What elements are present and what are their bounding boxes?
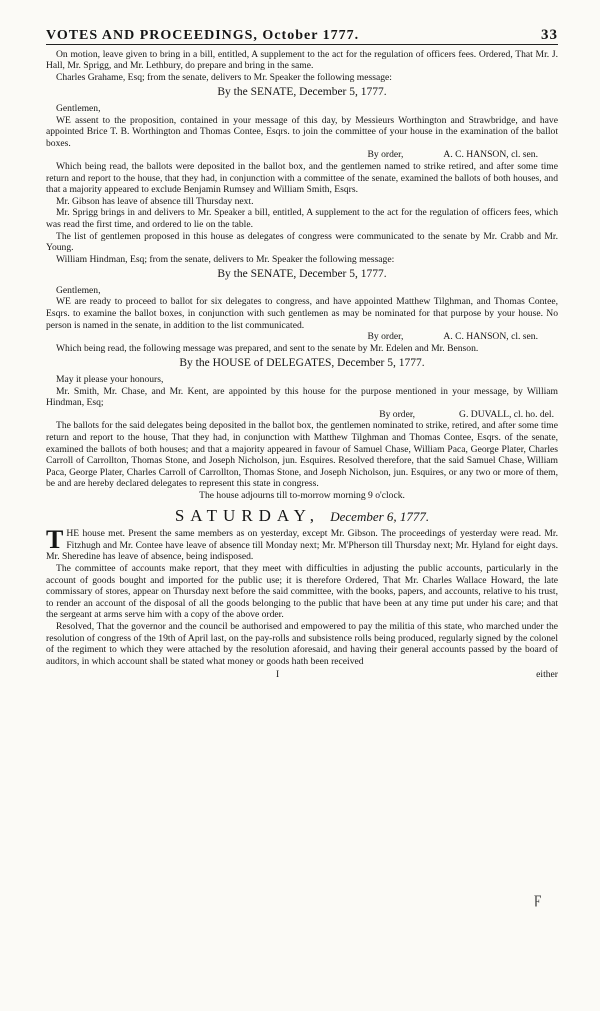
signature-by: By order, — [367, 149, 404, 161]
signature-mark: I — [276, 669, 280, 681]
paragraph: Which being read, the following message was prepared, and sent to the senate by Mr. Edelen and Mr. Benson. — [56, 342, 479, 354]
paragraph: Mr. Sprigg brings in and delivers to Mr. Speaker a bill, entitled, A supplement to the act for the regulation of officers fees, which was read the first time, and ordered to lie on the table. — [46, 207, 558, 230]
drop-cap: T — [46, 525, 64, 555]
paragraph: Mr. Gibson has leave of absence till Thursday next. — [56, 195, 254, 207]
paragraph-with-dropcap — [46, 525, 558, 563]
message-body: WE are ready to proceed to ballot for six delegates to congress, and have appointed Matthew Tilghman, and Thomas Contee, Esqrs. to examine the ballot boxes, in conjunction with such gentlemen as may be nominated for that purpose by your house. No person is named in the senate, in addition to the list communicated. — [46, 296, 558, 331]
paragraph-text: HE house met. Present the same members as on yesterday, except Mr. Gibson. The proceedings of yesterday were read. Mr. Fitzhugh and Mr. Contee have leave of absence till Monday next; Mr. M'Pherson till Thursday next; Mr. Hyland for eight days. Mr. Sheredine has leave of absence, being indisposed. — [46, 528, 558, 563]
house-message-heading: By the HOUSE of DELEGATES, December 5, 1777. — [179, 357, 425, 370]
day-date: December 6, 1777. — [330, 508, 430, 524]
document-page — [46, 27, 558, 681]
paragraph: The list of gentlemen proposed in this house as delegates of congress were communicated to the senate by Mr. Crabb and Mr. Young. — [46, 230, 558, 254]
day-label: SATURDAY, — [174, 505, 320, 525]
senate-message-heading: By the SENATE, December 5, 1777. — [217, 268, 387, 281]
signature-by: By order, — [379, 408, 416, 420]
signature-line — [46, 149, 558, 161]
paragraph: Charles Grahame, Esq; from the senate, delivers to Mr. Speaker the following message: — [56, 71, 392, 83]
salutation: Gentlemen, — [56, 102, 101, 114]
signature-name: A. C. HANSON, cl. sen. — [443, 149, 538, 161]
signature-name: A. C. HANSON, cl. sen. — [443, 331, 538, 343]
salutation: May it please your honours, — [56, 374, 164, 386]
paragraph: Resolved, That the governor and the council be authorised and empowered to pay the militia of this state, who marched under the resolution of congress of the 19th of April last, on the pay-rolls and subsistence rolls being produced, regularly signed by the colonel of the regiment to which they were attached by the resolution aforesaid, and having their general accounts passed by the board of auditors, in which account shall be stated what money or goods hath been received — [46, 620, 558, 667]
salutation: Gentlemen, — [56, 284, 101, 296]
paragraph: The committee of accounts make report, that they meet with difficulties in adjusting the public accounts, particularly in the account of goods bought and imported for the public use; it is therefore Ordered, That Mr. Charles Wallace Howard, the late commissary of stores, appear on Thursday next before the said committee, with the books, papers, and accounts, relative to his trust, to render an account of the disposal of all the goods belonging to the public that have been at any time put under his care; and that the sergeant at arms serve him with a copy of the above order. — [46, 562, 558, 621]
signature-name: G. DUVALL, cl. ho. del. — [459, 408, 554, 420]
page-number: 33 — [541, 27, 558, 43]
signature-by: By order, — [367, 331, 404, 343]
header-rule — [46, 44, 558, 45]
senate-message-heading: By the SENATE, December 5, 1777. — [217, 86, 387, 99]
signature-line — [46, 331, 558, 343]
paragraph: Which being read, the ballots were deposited in the ballot box, and the gentlemen named to strike retired, and after some time return and report to the house, that they had, in conjunction with a committee of the senate, examined the ballots of both houses, and that a majority appeared to exclude Benjamin Rumsey and William Smith, Esqrs. — [46, 160, 558, 196]
paragraph: On motion, leave given to bring in a bill, entitled, A supplement to the act for the regulation of officers fees. Ordered, That Mr. J. Hall, Mr. Sprigg, and Mr. Lethbury, do prepare and bring in the same. — [46, 48, 558, 72]
message-body: Mr. Smith, Mr. Chase, and Mr. Kent, are appointed by this house for the purpose mentioned in your message, by William Hindman, Esq; — [46, 385, 558, 409]
ink-blot-mark: ϝ — [534, 890, 542, 907]
saturday-heading — [46, 505, 558, 525]
running-header — [46, 27, 558, 43]
message-body: WE assent to the proposition, contained in your message of this day, by Messieurs Worthington and Strawbridge, and have appointed Brice T. B. Worthington and Thomas Contee, Esqrs. to join the committee of your house in the examination of the ballot boxes. — [46, 114, 558, 149]
adjournment-line: The house adjourns till to-morrow morning 9 o'clock. — [199, 489, 405, 501]
paragraph: William Hindman, Esq; from the senate, delivers to Mr. Speaker the following message: — [56, 253, 395, 265]
catchword: either — [536, 669, 558, 681]
signature-line — [46, 409, 558, 421]
page-footer — [46, 669, 558, 681]
paragraph: The ballots for the said delegates being deposited in the ballot box, the gentlemen nominated to strike, retired, and after some time return and report to the house, That they had, in conjunction with Matthew Tilghman and Thomas Contee, Esqrs. of the senate, examined the ballots of both houses; and that a majority appeared in favour of Samuel Chase, William Paca, George Plater, Charles Carroll of Carrollton, Thomas Stone, and Joseph Nicholson, jun. Esquires. Resolved therefore, that the said Samuel Chase, William Paca, George Plater, Charles Carroll of Carrollton, Thomas Stone, and Joseph Nicholson, jun. Esquires, or any two or more of them, be and are hereby declared delegates to represent this state in congress. — [46, 420, 558, 490]
page-title: VOTES AND PROCEEDINGS, October 1777. — [46, 28, 360, 43]
